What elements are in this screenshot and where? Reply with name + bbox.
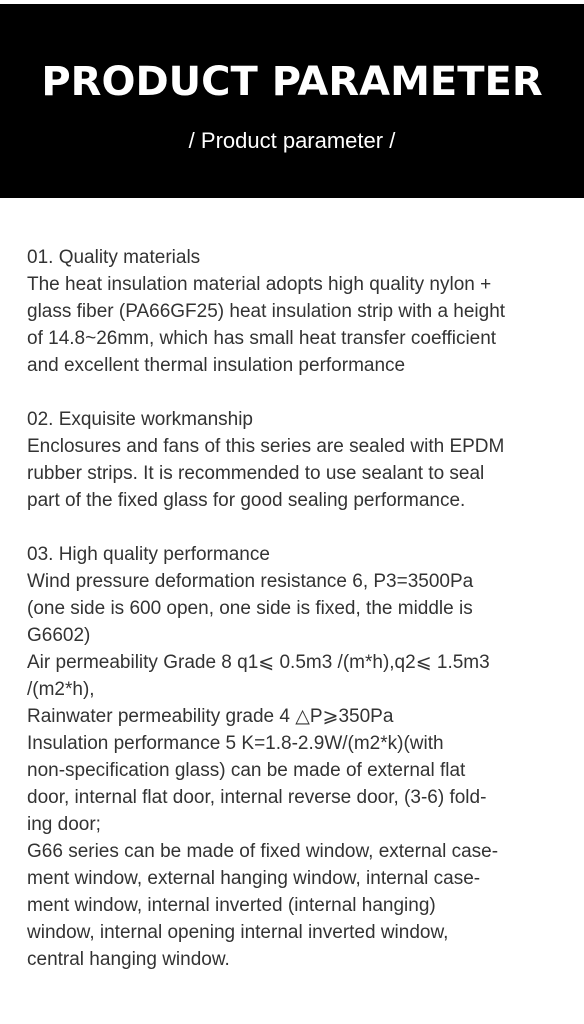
text-line: G66 series can be made of fixed window, external case- xyxy=(27,841,499,862)
text-line: part of the fixed glass for good sealing performance. xyxy=(27,490,466,511)
text-line: The heat insulation material adopts high quality nylon + xyxy=(27,274,492,295)
text-line: Air permeability Grade 8 q1⩽ 0.5m3 /(m*h),q2⩽ 1.5m3 xyxy=(27,652,490,673)
text-line: window, internal opening internal inverted window, xyxy=(27,922,449,943)
section-heading: 02. Exquisite workmanship xyxy=(27,409,253,430)
text-line: ment window, external hanging window, internal case- xyxy=(27,868,481,889)
section-quality-materials xyxy=(27,244,577,379)
text-line: Rainwater permeability grade 4 △P⩾350Pa xyxy=(27,706,394,727)
text-line: Wind pressure deformation resistance 6, P3=3500Pa xyxy=(27,571,474,592)
text-line: Enclosures and fans of this series are sealed with EPDM xyxy=(27,436,505,457)
text-line: door, internal flat door, internal reverse door, (3-6) fold- xyxy=(27,787,487,808)
text-line: (one side is 600 open, one side is fixed, the middle is xyxy=(27,598,473,619)
section-heading: 03. High quality performance xyxy=(27,544,270,565)
text-line: ing door; xyxy=(27,814,101,835)
section-high-quality-performance xyxy=(27,541,577,973)
text-line: of 14.8~26mm, which has small heat transfer coefficient xyxy=(27,328,497,349)
text-line: G6602) xyxy=(27,625,91,646)
header-banner xyxy=(0,4,584,198)
section-heading: 01. Quality materials xyxy=(27,247,201,268)
section-exquisite-workmanship xyxy=(27,406,577,514)
page-subtitle: / Product parameter / xyxy=(188,128,396,153)
page-title: PRODUCT PARAMETER xyxy=(41,59,543,105)
text-line: and excellent thermal insulation performance xyxy=(27,355,406,376)
text-line: Insulation performance 5 K=1.8-2.9W/(m2*k)(with xyxy=(27,733,444,754)
text-line: ment window, internal inverted (internal hanging) xyxy=(27,895,436,916)
text-line: non-specification glass) can be made of external flat xyxy=(27,760,466,781)
text-line: rubber strips. It is recommended to use sealant to seal xyxy=(27,463,485,484)
text-line: glass fiber (PA66GF25) heat insulation strip with a height xyxy=(27,301,506,322)
text-line: /(m2*h), xyxy=(27,679,95,700)
parameter-content xyxy=(27,244,577,1000)
text-line: central hanging window. xyxy=(27,949,230,970)
